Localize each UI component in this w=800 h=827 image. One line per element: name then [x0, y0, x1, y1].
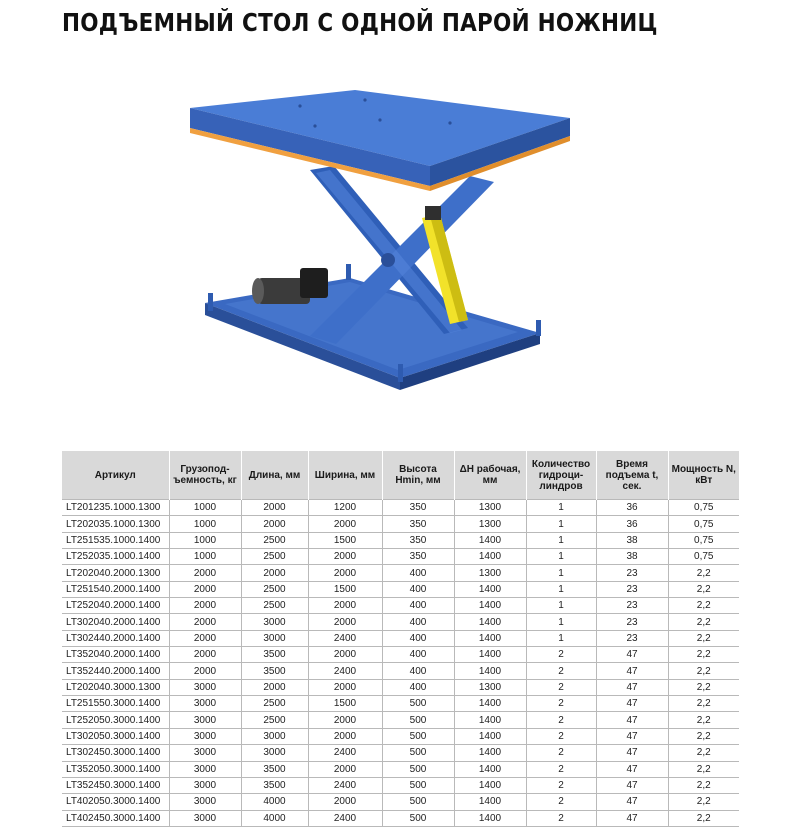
cell-delta-h: 1300	[454, 565, 526, 581]
cell-length: 2500	[241, 696, 308, 712]
cell-width: 2400	[308, 630, 382, 646]
cell-delta-h: 1400	[454, 614, 526, 630]
cell-article: LT402050.3000.1400	[62, 794, 169, 810]
table-row	[62, 516, 739, 532]
cell-power: 0,75	[668, 500, 739, 516]
cell-lift-time: 23	[596, 598, 668, 614]
cell-width: 2000	[308, 728, 382, 744]
table-row	[62, 647, 739, 663]
cell-delta-h: 1400	[454, 532, 526, 548]
table-row	[62, 712, 739, 728]
table-row	[62, 728, 739, 744]
cell-power: 2,2	[668, 630, 739, 646]
cell-cylinders: 1	[526, 500, 596, 516]
cell-lift-time: 47	[596, 794, 668, 810]
table-row	[62, 614, 739, 630]
cell-capacity: 2000	[169, 663, 241, 679]
cell-length: 3500	[241, 663, 308, 679]
cell-delta-h: 1400	[454, 745, 526, 761]
cell-lift-time: 23	[596, 614, 668, 630]
cell-power: 2,2	[668, 614, 739, 630]
cell-article: LT352050.3000.1400	[62, 761, 169, 777]
cell-cylinders: 1	[526, 532, 596, 548]
table-row	[62, 696, 739, 712]
cell-length: 2500	[241, 549, 308, 565]
cell-delta-h: 1400	[454, 712, 526, 728]
header-height-min: Высота Hmin, мм	[382, 451, 454, 500]
header-lift-time: Время подъема t, сек.	[596, 451, 668, 500]
cell-height-min: 500	[382, 745, 454, 761]
cell-width: 2000	[308, 565, 382, 581]
cell-capacity: 3000	[169, 728, 241, 744]
cell-lift-time: 23	[596, 581, 668, 597]
header-cylinders: Количество гидроци-линдров	[526, 451, 596, 500]
cell-height-min: 400	[382, 630, 454, 646]
cell-delta-h: 1400	[454, 728, 526, 744]
cell-length: 3000	[241, 745, 308, 761]
cell-length: 2000	[241, 500, 308, 516]
cell-width: 2000	[308, 679, 382, 695]
cell-cylinders: 1	[526, 598, 596, 614]
header-delta-h: ΔH рабочая, мм	[454, 451, 526, 500]
cell-article: LT302050.3000.1400	[62, 728, 169, 744]
cell-article: LT202040.2000.1300	[62, 565, 169, 581]
header-length: Длина, мм	[241, 451, 308, 500]
table-row	[62, 565, 739, 581]
cell-width: 2000	[308, 598, 382, 614]
cell-cylinders: 2	[526, 745, 596, 761]
cell-height-min: 500	[382, 810, 454, 826]
cell-lift-time: 47	[596, 745, 668, 761]
table-row	[62, 810, 739, 826]
cell-width: 2000	[308, 549, 382, 565]
cell-height-min: 400	[382, 647, 454, 663]
cell-capacity: 3000	[169, 745, 241, 761]
cell-power: 2,2	[668, 810, 739, 826]
cell-cylinders: 1	[526, 581, 596, 597]
cell-article: LT251535.1000.1400	[62, 532, 169, 548]
cell-cylinders: 2	[526, 679, 596, 695]
table-body	[62, 500, 739, 827]
cell-power: 2,2	[668, 777, 739, 793]
cell-power: 2,2	[668, 581, 739, 597]
cell-height-min: 350	[382, 549, 454, 565]
cell-lift-time: 36	[596, 516, 668, 532]
cell-lift-time: 47	[596, 810, 668, 826]
cell-power: 2,2	[668, 794, 739, 810]
cell-delta-h: 1400	[454, 663, 526, 679]
cell-lift-time: 47	[596, 761, 668, 777]
cell-delta-h: 1400	[454, 696, 526, 712]
cell-delta-h: 1400	[454, 630, 526, 646]
cell-capacity: 3000	[169, 696, 241, 712]
cell-lift-time: 47	[596, 728, 668, 744]
cell-cylinders: 1	[526, 516, 596, 532]
table-row	[62, 761, 739, 777]
table-row	[62, 581, 739, 597]
cell-delta-h: 1400	[454, 647, 526, 663]
cell-width: 2000	[308, 794, 382, 810]
cell-capacity: 2000	[169, 565, 241, 581]
cell-cylinders: 2	[526, 712, 596, 728]
cell-lift-time: 23	[596, 565, 668, 581]
cell-lift-time: 38	[596, 532, 668, 548]
cell-capacity: 3000	[169, 794, 241, 810]
header-capacity: Грузопод-ъемность, кг	[169, 451, 241, 500]
cell-length: 2500	[241, 598, 308, 614]
cell-height-min: 500	[382, 696, 454, 712]
table-row	[62, 777, 739, 793]
cell-capacity: 2000	[169, 581, 241, 597]
cell-lift-time: 36	[596, 500, 668, 516]
cell-lift-time: 23	[596, 630, 668, 646]
cell-power: 2,2	[668, 565, 739, 581]
cell-length: 3000	[241, 614, 308, 630]
cell-width: 2400	[308, 810, 382, 826]
cell-delta-h: 1400	[454, 581, 526, 597]
table-row	[62, 630, 739, 646]
cell-width: 1200	[308, 500, 382, 516]
cell-article: LT352450.3000.1400	[62, 777, 169, 793]
cell-cylinders: 2	[526, 794, 596, 810]
cell-cylinders: 2	[526, 728, 596, 744]
cell-height-min: 400	[382, 581, 454, 597]
cell-length: 4000	[241, 810, 308, 826]
cell-height-min: 350	[382, 500, 454, 516]
cell-article: LT252040.2000.1400	[62, 598, 169, 614]
cell-capacity: 2000	[169, 598, 241, 614]
cell-width: 1500	[308, 532, 382, 548]
cell-width: 2000	[308, 647, 382, 663]
cell-length: 2000	[241, 516, 308, 532]
cell-length: 3500	[241, 761, 308, 777]
cell-article: LT202040.3000.1300	[62, 679, 169, 695]
table-row	[62, 500, 739, 516]
page-title: ПОДЪЕМНЫЙ СТОЛ С ОДНОЙ ПАРОЙ НОЖНИЦ	[62, 8, 658, 37]
cell-height-min: 400	[382, 679, 454, 695]
table-row	[62, 549, 739, 565]
cell-capacity: 1000	[169, 500, 241, 516]
cell-height-min: 350	[382, 516, 454, 532]
cell-article: LT251550.3000.1400	[62, 696, 169, 712]
cell-power: 2,2	[668, 598, 739, 614]
cell-capacity: 3000	[169, 777, 241, 793]
cell-cylinders: 1	[526, 549, 596, 565]
cell-power: 2,2	[668, 728, 739, 744]
cell-height-min: 500	[382, 728, 454, 744]
cell-length: 2000	[241, 679, 308, 695]
cell-cylinders: 1	[526, 614, 596, 630]
cell-capacity: 1000	[169, 532, 241, 548]
cell-capacity: 3000	[169, 761, 241, 777]
cell-article: LT402450.3000.1400	[62, 810, 169, 826]
cell-capacity: 2000	[169, 647, 241, 663]
cell-width: 2000	[308, 712, 382, 728]
cell-article: LT251540.2000.1400	[62, 581, 169, 597]
cell-cylinders: 1	[526, 630, 596, 646]
cell-lift-time: 47	[596, 777, 668, 793]
cell-power: 2,2	[668, 745, 739, 761]
header-power: Мощность N, кВт	[668, 451, 739, 500]
cell-height-min: 400	[382, 565, 454, 581]
cell-cylinders: 2	[526, 696, 596, 712]
cell-delta-h: 1400	[454, 810, 526, 826]
cell-power: 2,2	[668, 679, 739, 695]
cell-article: LT302440.2000.1400	[62, 630, 169, 646]
table-row	[62, 679, 739, 695]
cell-capacity: 3000	[169, 679, 241, 695]
cell-width: 2400	[308, 663, 382, 679]
table-header-row	[62, 451, 739, 500]
cell-height-min: 400	[382, 614, 454, 630]
cell-power: 2,2	[668, 663, 739, 679]
cell-article: LT352440.2000.1400	[62, 663, 169, 679]
cell-power: 2,2	[668, 712, 739, 728]
table-row	[62, 794, 739, 810]
cell-power: 2,2	[668, 647, 739, 663]
cell-cylinders: 2	[526, 810, 596, 826]
cell-delta-h: 1400	[454, 549, 526, 565]
cell-article: LT202035.1000.1300	[62, 516, 169, 532]
cell-lift-time: 47	[596, 663, 668, 679]
cell-article: LT352040.2000.1400	[62, 647, 169, 663]
cell-length: 3000	[241, 728, 308, 744]
cell-power: 0,75	[668, 532, 739, 548]
cell-power: 2,2	[668, 761, 739, 777]
cell-capacity: 2000	[169, 614, 241, 630]
cell-article: LT302040.2000.1400	[62, 614, 169, 630]
cell-delta-h: 1400	[454, 794, 526, 810]
table-row	[62, 532, 739, 548]
cell-cylinders: 2	[526, 777, 596, 793]
cell-delta-h: 1400	[454, 777, 526, 793]
cell-capacity: 1000	[169, 549, 241, 565]
cell-article: LT252035.1000.1400	[62, 549, 169, 565]
cell-delta-h: 1300	[454, 516, 526, 532]
cell-cylinders: 2	[526, 663, 596, 679]
scissor-lift-table-illustration	[150, 78, 600, 418]
cell-lift-time: 47	[596, 647, 668, 663]
cell-height-min: 500	[382, 777, 454, 793]
cell-height-min: 400	[382, 663, 454, 679]
cell-height-min: 400	[382, 598, 454, 614]
cell-length: 2000	[241, 565, 308, 581]
cell-width: 1500	[308, 581, 382, 597]
cell-lift-time: 38	[596, 549, 668, 565]
cell-lift-time: 47	[596, 696, 668, 712]
cell-length: 2500	[241, 581, 308, 597]
cell-cylinders: 1	[526, 565, 596, 581]
cell-capacity: 3000	[169, 810, 241, 826]
cell-length: 3500	[241, 777, 308, 793]
cell-delta-h: 1400	[454, 761, 526, 777]
table-row	[62, 745, 739, 761]
header-width: Ширина, мм	[308, 451, 382, 500]
cell-width: 2400	[308, 745, 382, 761]
cell-height-min: 500	[382, 712, 454, 728]
cell-delta-h: 1400	[454, 598, 526, 614]
cell-length: 2500	[241, 712, 308, 728]
cell-length: 4000	[241, 794, 308, 810]
cell-lift-time: 47	[596, 679, 668, 695]
cell-length: 2500	[241, 532, 308, 548]
cell-article: LT302450.3000.1400	[62, 745, 169, 761]
cell-power: 0,75	[668, 516, 739, 532]
cell-power: 0,75	[668, 549, 739, 565]
cell-width: 2000	[308, 614, 382, 630]
specifications-table	[62, 451, 739, 827]
header-article: Артикул	[62, 451, 169, 500]
cell-power: 2,2	[668, 696, 739, 712]
table-row	[62, 663, 739, 679]
cell-length: 3500	[241, 647, 308, 663]
table-row	[62, 598, 739, 614]
cell-capacity: 2000	[169, 630, 241, 646]
cell-cylinders: 2	[526, 647, 596, 663]
cell-width: 1500	[308, 696, 382, 712]
cell-height-min: 350	[382, 532, 454, 548]
cell-width: 2400	[308, 777, 382, 793]
cell-article: LT252050.3000.1400	[62, 712, 169, 728]
cell-height-min: 500	[382, 761, 454, 777]
cell-capacity: 3000	[169, 712, 241, 728]
cell-delta-h: 1300	[454, 500, 526, 516]
cell-width: 2000	[308, 516, 382, 532]
cell-width: 2000	[308, 761, 382, 777]
cell-lift-time: 47	[596, 712, 668, 728]
cell-capacity: 1000	[169, 516, 241, 532]
cell-length: 3000	[241, 630, 308, 646]
cell-height-min: 500	[382, 794, 454, 810]
cell-cylinders: 2	[526, 761, 596, 777]
cell-delta-h: 1300	[454, 679, 526, 695]
cell-article: LT201235.1000.1300	[62, 500, 169, 516]
